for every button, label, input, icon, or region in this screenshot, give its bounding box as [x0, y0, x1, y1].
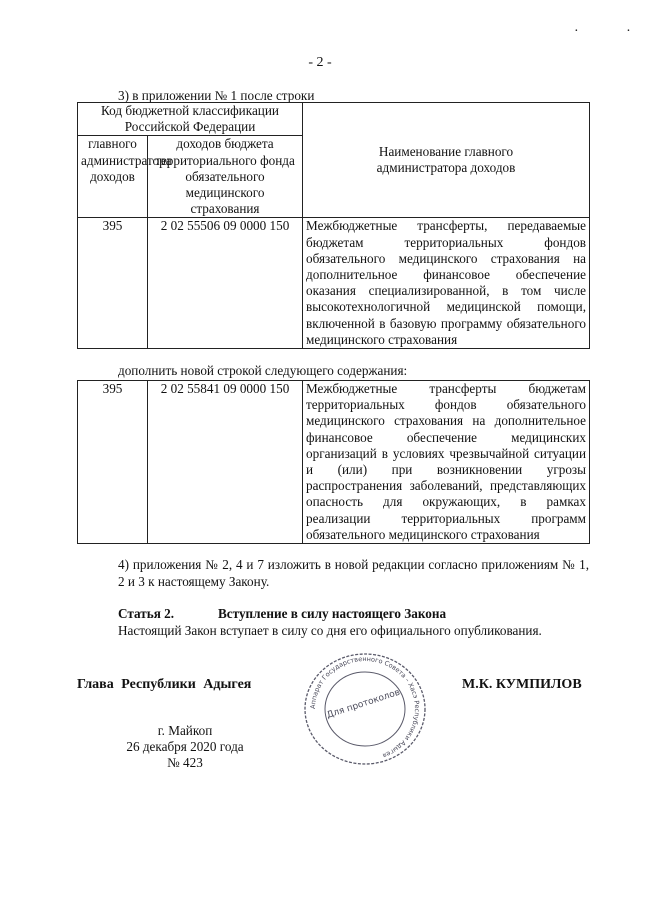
paragraph-4-text: 4) приложения № 2, 4 и 7 изложить в новой редакции согласно приложениям № 1, 2 и 3 к настоящему Закону.: [118, 557, 589, 589]
article-title: Вступление в силу настоящего Закона: [218, 606, 447, 621]
article-number: Статья 2.: [118, 606, 175, 621]
row2-code-cell: 2 02 55841 09 0000 150: [148, 381, 303, 544]
table-row: [78, 381, 590, 544]
add-row-instruction: дополнить новой строкой следующего содержания:: [118, 363, 408, 378]
scan-marks: · ·: [574, 24, 653, 39]
new-row-table: [77, 380, 590, 544]
official-stamp: [300, 652, 430, 767]
stamp-center-text: Для протоколов: [325, 687, 402, 721]
header-code-cell: доходов бюджета территориального фонда обязательного медицинского страхования: [148, 136, 303, 218]
row1-admin-cell: 395: [78, 218, 148, 349]
signing-city: г. Майкоп: [157, 723, 213, 738]
intro-line: 3) в приложении № 1 после строки: [118, 88, 315, 103]
header-name-cell: Наименование главного администратора доходов: [303, 103, 590, 218]
paragraph-4: [77, 556, 589, 590]
signing-place-block: [115, 723, 255, 771]
budget-code-table: [77, 102, 590, 349]
stamp-ring-text: Аппарат Государственного Совета – Хасэ Республики Адыгея: [308, 654, 422, 760]
row1-code-cell: 2 02 55506 09 0000 150: [148, 218, 303, 349]
stamp-seal-icon: [300, 652, 430, 767]
law-number: № 423: [167, 755, 203, 770]
header-group-cell: Код бюджетной классификации Российской Федерации: [78, 103, 303, 136]
page-number: - 2 -: [308, 55, 332, 70]
row1-name-cell: Межбюджетные трансферты, передаваемые бюджетам территориальных фондов обязательного медицинского страхования на дополнительное финансовое обеспечение оказания специализированной, в том числе высокотехнологичной медицинской помощи, включенной в базовую программу обязательного медицинского страхования: [303, 218, 590, 349]
table-row: [78, 218, 590, 349]
signing-date: 26 декабря 2020 года: [126, 739, 244, 754]
row2-name-cell: Межбюджетные трансферты бюджетам территориальных фондов обязательного медицинского страхования на дополнительное финансовое обеспечение медицинских организаций в условиях чрезвычайной ситуации и (или) при возникновении угрозы распространения заболеваний, представляющих опасность для окружающих, в рамках реализации территориальных программ обязательного медицинского страхования: [303, 381, 590, 544]
signatory-name: М.К. КУМПИЛОВ: [462, 677, 582, 692]
article-body: Настоящий Закон вступает в силу со дня его официального опубликования.: [118, 623, 542, 638]
row2-admin-cell: 395: [78, 381, 148, 544]
article-heading: [118, 606, 446, 622]
header-admin-cell: главного администратора доходов: [78, 136, 148, 218]
signatory-position: Глава Республики Адыгея: [77, 677, 252, 692]
